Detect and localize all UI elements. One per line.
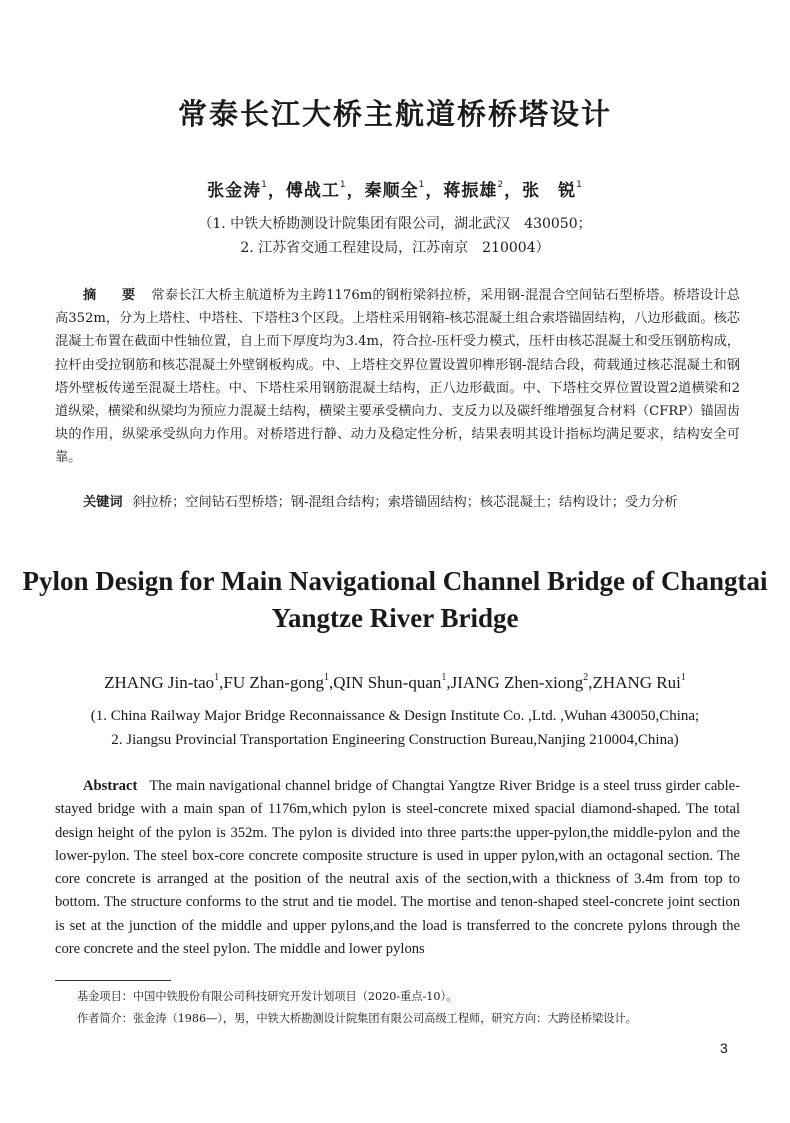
footnote-funding: 基金项目：中国中铁股份有限公司科技研究开发计划项目（2020-重点-10）。 xyxy=(77,990,458,1003)
english-abstract xyxy=(55,775,740,961)
chinese-affiliation-1: （1. 中铁大桥勘测设计院集团有限公司，湖北武汉 430050； xyxy=(198,216,592,232)
english-authors xyxy=(0,672,790,693)
keywords-text-zh: 斜拉桥；空间钻石型桥塔；钢-混组合结构；索塔锚固结构；核芯混凝土；结构设计；受力分析 xyxy=(132,495,678,510)
chinese-affiliation-2: 2. 江苏省交通工程建设局，江苏南京 210004） xyxy=(240,240,550,256)
author-en: ZHANG Rui$^1$ xyxy=(592,672,686,692)
chinese-authors xyxy=(0,176,790,201)
author-en: JIANG Zhen-xiong$^2$, xyxy=(450,672,593,692)
english-title: Pylon Design for Main Navigational Channel Bridge of Changtai Yangtze River Bridge xyxy=(22,566,768,633)
author-zh: 蒋振雄$^2$， xyxy=(443,180,523,201)
english-affiliation-2: 2. Jiangsu Provincial Transportation Engineering Construction Bureau,Nanjing 210004,China) xyxy=(111,732,679,748)
author-en: FU Zhan-gong$^1$, xyxy=(223,672,334,692)
page-number: 3 xyxy=(720,1040,728,1056)
author-en: QIN Shun-quan$^1$, xyxy=(333,672,451,692)
abstract-label-zh: 摘 要 xyxy=(83,288,142,303)
author-zh: 秦顺全$^1$， xyxy=(364,180,444,201)
keywords-label-zh: 关键词 xyxy=(83,495,123,510)
english-affiliation-1: (1. China Railway Major Bridge Reconnaissance & Design Institute Co. ,Ltd. ,Wuhan 430050,China; xyxy=(90,708,700,724)
author-en: ZHANG Jin-tao$^1$, xyxy=(104,672,224,692)
chinese-keywords xyxy=(55,491,740,514)
footnote-author-bio: 作者简介：张金涛（1986—），男，中铁大桥勘测设计院集团有限公司高级工程师，研究方向：大跨径桥梁设计。 xyxy=(77,1012,637,1025)
author-zh: 张金涛$^1$， xyxy=(207,180,286,201)
author-zh: 傅战工$^1$， xyxy=(285,180,365,201)
abstract-text-en: The main navigational channel bridge of Changtai Yangtze River Bridge is a steel truss girder cable-stayed bridge with a main span of 1176m,which pylon is steel-concrete mixed spacial diamond-shaped. The total design height of the pylon is 352m. The pylon is divided into three parts:the upper-pylon,the middle-pylon and the lower-pylon. The steel box-core concrete composite structure is used in upper pylon,with an octagonal section. The core concrete is arranged at the position of the neutral axis of the section,with a thickness of 3.4m from top to bottom. The structure conforms to the strut and tie model. The mortise and tenon-shaped steel-concrete joint section is set at the junction of the middle and upper pylons,and the load is transferred to the concrete pylons through the core concrete and the steel pylon. The middle and lower pylons xyxy=(55,778,740,958)
chinese-title: 常泰长江大桥主航道桥桥塔设计 xyxy=(177,97,612,131)
author-zh: 张 锐$^1$ xyxy=(522,180,583,201)
footnote-divider xyxy=(55,980,171,981)
chinese-abstract xyxy=(55,284,740,470)
abstract-text-zh: 常泰长江大桥主航道桥为主跨1176m的钢桁梁斜拉桥，采用钢-混混合空间钻石型桥塔。桥塔设计总高352m，分为上塔柱、中塔柱、下塔柱3个区段。上塔柱采用钢箱-核芯混凝土组合索塔锚固结构，八边形截面。核芯混凝土布置在截面中性轴位置，自上而下厚度均为3.4m，符合拉-压杆受力模式，压杆由核芯混凝土和受压钢筋构成，拉杆由受拉钢筋和核芯混凝土外壁钢板构成。中、上塔柱交界位置设置卯榫形钢-混结合段，荷载通过核芯混凝土和钢塔外壁板传递至混凝土塔柱。中、下塔柱采用钢筋混凝土结构，正八边形截面。中、下塔柱交界位置设置2道横梁和2道纵梁，横梁和纵梁均为预应力混凝土结构，横梁主要承受横向力、支反力以及碳纤维增强复合材料（CFRP）锚固齿块的作用，纵梁承受纵向力作用。对桥塔进行静、动力及稳定性分析，结果表明其设计指标均满足要求，结构安全可靠。 xyxy=(55,288,740,466)
abstract-label-en: Abstract xyxy=(83,778,138,794)
